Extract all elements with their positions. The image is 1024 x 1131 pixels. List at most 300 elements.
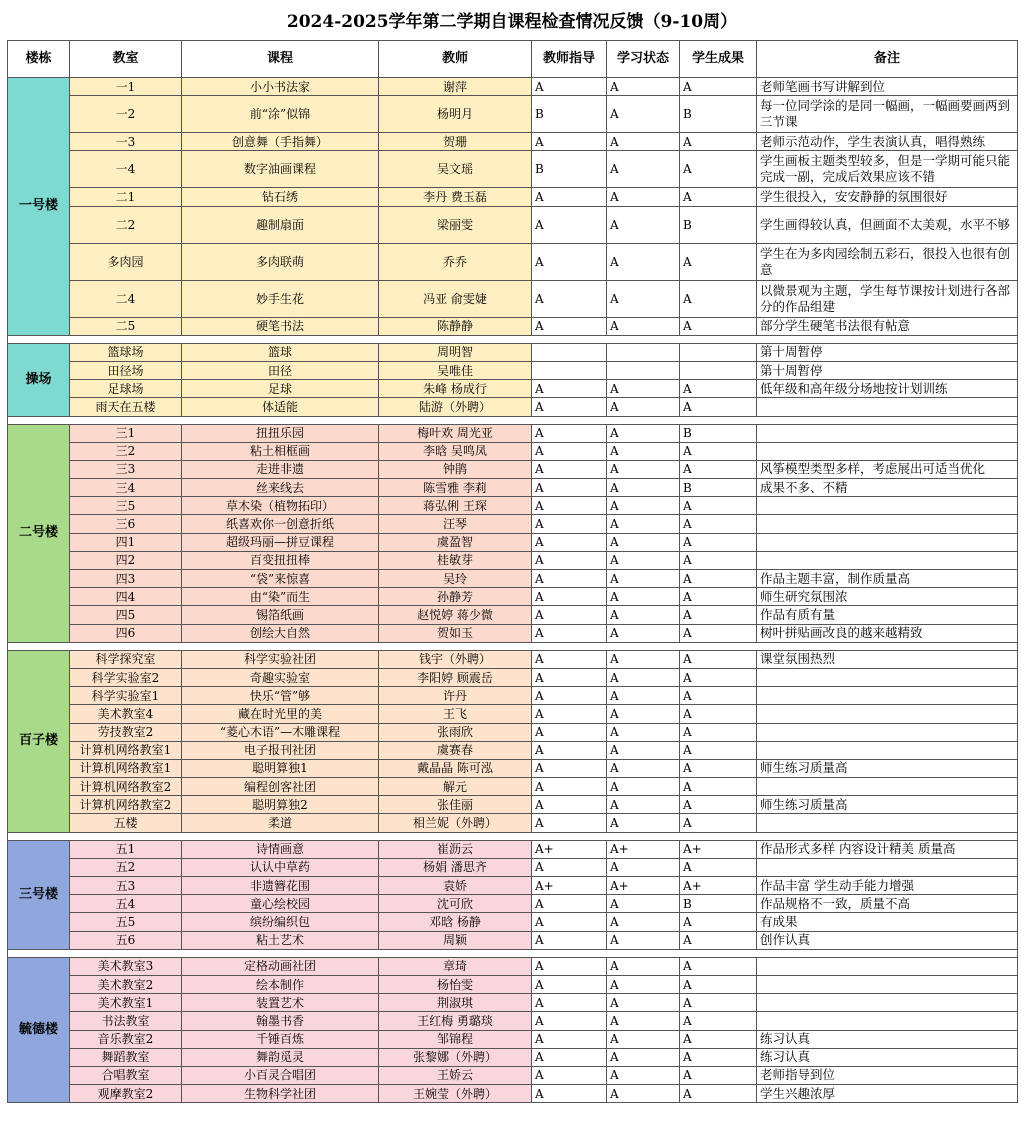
remarks-cell: 第十周暂停 (757, 343, 1018, 361)
course-cell: 装置艺术 (182, 994, 379, 1012)
student-result-cell: A (680, 913, 757, 931)
course-cell: 千锤百炼 (182, 1030, 379, 1048)
room-cell: 一2 (70, 96, 182, 133)
course-cell: 创绘大自然 (182, 624, 379, 642)
remarks-cell (757, 814, 1018, 832)
group-spacer (8, 416, 1018, 424)
table-row (8, 994, 1018, 1012)
teacher-cell: 杨明月 (379, 96, 532, 133)
room-cell: 田径场 (70, 361, 182, 379)
student-result-cell: A (680, 460, 757, 478)
remarks-cell (757, 778, 1018, 796)
table-row (8, 570, 1018, 588)
remarks-cell: 成果不多、不精 (757, 479, 1018, 497)
student-result-cell: B (680, 96, 757, 133)
course-cell: 小小书法家 (182, 78, 379, 96)
course-cell: 非遗簪花围 (182, 877, 379, 895)
room-cell: 二2 (70, 206, 182, 243)
remarks-cell: 作品丰富 学生动手能力增强 (757, 877, 1018, 895)
header-room: 教室 (70, 41, 182, 78)
learning-state-cell: A (607, 1085, 680, 1103)
course-cell: 多肉联萌 (182, 243, 379, 280)
room-cell: 合唱教室 (70, 1066, 182, 1084)
learning-state-cell: A (607, 151, 680, 188)
teacher-guidance-cell: A (532, 624, 607, 642)
learning-state-cell: A (607, 317, 680, 335)
student-result-cell: A (680, 1085, 757, 1103)
table-row (8, 624, 1018, 642)
room-cell: 三6 (70, 515, 182, 533)
remarks-cell (757, 858, 1018, 876)
remarks-cell (757, 497, 1018, 515)
table-row (8, 280, 1018, 317)
room-cell: 一1 (70, 78, 182, 96)
learning-state-cell: A (607, 796, 680, 814)
teacher-cell: 李晗 吴鸣凤 (379, 442, 532, 460)
teacher-guidance-cell: A (532, 398, 607, 416)
table-row (8, 1012, 1018, 1030)
room-cell: 计算机网络教室2 (70, 778, 182, 796)
learning-state-cell: A (607, 398, 680, 416)
remarks-cell: 创作认真 (757, 931, 1018, 949)
course-cell: 聪明算独1 (182, 759, 379, 777)
remarks-cell: 作品规格不一致，质量不高 (757, 895, 1018, 913)
learning-state-cell: A (607, 913, 680, 931)
building-cell: 操场 (8, 343, 70, 416)
teacher-cell: 蒋弘俐 王琛 (379, 497, 532, 515)
teacher-guidance-cell: A (532, 188, 607, 206)
remarks-cell: 学生画板主题类型较多，但是一学期可能只能完成一副，完成后效果应该不错 (757, 151, 1018, 188)
table-row (8, 533, 1018, 551)
room-cell: 二1 (70, 188, 182, 206)
learning-state-cell: A (607, 551, 680, 569)
student-result-cell: A (680, 957, 757, 975)
group-spacer (8, 832, 1018, 840)
teacher-cell: 李阳婷 顾震岳 (379, 668, 532, 686)
table-row (8, 206, 1018, 243)
table-row (8, 913, 1018, 931)
teacher-guidance-cell: A (532, 858, 607, 876)
remarks-cell (757, 705, 1018, 723)
learning-state-cell: A (607, 957, 680, 975)
remarks-cell (757, 975, 1018, 993)
course-cell: 丝来线去 (182, 479, 379, 497)
teacher-guidance-cell: A (532, 778, 607, 796)
teacher-cell: 邓晗 杨静 (379, 913, 532, 931)
course-cell: 足球 (182, 380, 379, 398)
course-cell: 篮球 (182, 343, 379, 361)
teacher-cell: 陈静静 (379, 317, 532, 335)
student-result-cell: A (680, 133, 757, 151)
student-result-cell: A (680, 1048, 757, 1066)
student-result-cell: A+ (680, 840, 757, 858)
student-result-cell: A (680, 243, 757, 280)
remarks-cell (757, 424, 1018, 442)
learning-state-cell: A (607, 650, 680, 668)
learning-state-cell: A+ (607, 877, 680, 895)
room-cell: 四1 (70, 533, 182, 551)
learning-state-cell: A (607, 442, 680, 460)
remarks-cell: 以微景观为主题，学生每节课按计划进行各部分的作品组建 (757, 280, 1018, 317)
remarks-cell: 老师指导到位 (757, 1066, 1018, 1084)
table-row (8, 687, 1018, 705)
course-cell: 诗情画意 (182, 840, 379, 858)
table-row (8, 650, 1018, 668)
remarks-cell (757, 551, 1018, 569)
teacher-cell: 梁丽雯 (379, 206, 532, 243)
remarks-cell: 练习认真 (757, 1030, 1018, 1048)
course-cell: 钻石绣 (182, 188, 379, 206)
learning-state-cell: A (607, 858, 680, 876)
teacher-guidance-cell: A (532, 796, 607, 814)
table-row (8, 931, 1018, 949)
room-cell: 一4 (70, 151, 182, 188)
room-cell: 科学探究室 (70, 650, 182, 668)
header-remarks: 备注 (757, 41, 1018, 78)
building-cell: 三号楼 (8, 840, 70, 949)
group-spacer (8, 335, 1018, 343)
learning-state-cell: A (607, 895, 680, 913)
course-cell: 创意舞（手指舞） (182, 133, 379, 151)
header-building: 楼栋 (8, 41, 70, 78)
learning-state-cell: A (607, 380, 680, 398)
course-cell: 妙手生花 (182, 280, 379, 317)
student-result-cell: A (680, 650, 757, 668)
learning-state-cell: A (607, 206, 680, 243)
table-row (8, 759, 1018, 777)
room-cell: 五2 (70, 858, 182, 876)
learning-state-cell: A (607, 515, 680, 533)
student-result-cell: A (680, 668, 757, 686)
course-cell: 硬笔书法 (182, 317, 379, 335)
room-cell: 美术教室3 (70, 957, 182, 975)
table-row (8, 442, 1018, 460)
room-cell: 四2 (70, 551, 182, 569)
teacher-guidance-cell: A (532, 515, 607, 533)
teacher-cell: 崔沥云 (379, 840, 532, 858)
room-cell: 二4 (70, 280, 182, 317)
room-cell: 音乐教室2 (70, 1030, 182, 1048)
remarks-cell (757, 994, 1018, 1012)
room-cell: 足球场 (70, 380, 182, 398)
teacher-guidance-cell: A (532, 759, 607, 777)
teacher-cell: 贺珊 (379, 133, 532, 151)
teacher-cell: 相兰妮（外聘） (379, 814, 532, 832)
remarks-cell (757, 1012, 1018, 1030)
teacher-guidance-cell: A (532, 895, 607, 913)
room-cell: 美术教室1 (70, 994, 182, 1012)
teacher-cell: 周颖 (379, 931, 532, 949)
remarks-cell: 学生画得较认真，但画面不太美观，水平不够 (757, 206, 1018, 243)
room-cell: 多肉园 (70, 243, 182, 280)
student-result-cell: A (680, 1066, 757, 1084)
student-result-cell: A (680, 1012, 757, 1030)
table-row (8, 606, 1018, 624)
learning-state-cell: A (607, 424, 680, 442)
room-cell: 三5 (70, 497, 182, 515)
course-cell: 扭扭乐园 (182, 424, 379, 442)
table-row (8, 840, 1018, 858)
teacher-cell: 冯亚 俞雯婕 (379, 280, 532, 317)
learning-state-cell: A (607, 668, 680, 686)
remarks-cell: 每一位同学涂的是同一幅画，一幅画要画两到三节课 (757, 96, 1018, 133)
course-cell: 科学实验社团 (182, 650, 379, 668)
table-row (8, 380, 1018, 398)
teacher-guidance-cell: A (532, 133, 607, 151)
table-row (8, 1030, 1018, 1048)
teacher-guidance-cell: A (532, 551, 607, 569)
learning-state-cell (607, 361, 680, 379)
student-result-cell: B (680, 424, 757, 442)
room-cell: 计算机网络教室2 (70, 796, 182, 814)
table-row (8, 705, 1018, 723)
course-cell: 草木染（植物拓印） (182, 497, 379, 515)
table-row (8, 424, 1018, 442)
remarks-cell: 学生兴趣浓厚 (757, 1085, 1018, 1103)
teacher-guidance-cell: A (532, 280, 607, 317)
teacher-guidance-cell: A (532, 380, 607, 398)
remarks-cell: 作品主题丰富，制作质量高 (757, 570, 1018, 588)
room-cell: 五3 (70, 877, 182, 895)
table-row (8, 361, 1018, 379)
table-row (8, 343, 1018, 361)
teacher-cell: 章琦 (379, 957, 532, 975)
learning-state-cell: A (607, 497, 680, 515)
teacher-cell: 周明智 (379, 343, 532, 361)
room-cell: 美术教室2 (70, 975, 182, 993)
remarks-cell (757, 741, 1018, 759)
learning-state-cell: A (607, 533, 680, 551)
room-cell: 二5 (70, 317, 182, 335)
teacher-cell: 王红梅 勇璐琰 (379, 1012, 532, 1030)
remarks-cell: 作品形式多样 内容设计精美 质量高 (757, 840, 1018, 858)
student-result-cell: A (680, 687, 757, 705)
student-result-cell: A (680, 188, 757, 206)
learning-state-cell: A (607, 741, 680, 759)
teacher-cell: 梅叶欢 周光亚 (379, 424, 532, 442)
teacher-guidance-cell: A (532, 1030, 607, 1048)
group-spacer (8, 949, 1018, 957)
teacher-guidance-cell: A (532, 479, 607, 497)
header-learning-state: 学习状态 (607, 41, 680, 78)
course-cell: 编程创客社团 (182, 778, 379, 796)
course-cell: 聪明算独2 (182, 796, 379, 814)
teacher-guidance-cell: A (532, 723, 607, 741)
teacher-cell: 袁娇 (379, 877, 532, 895)
table-row (8, 877, 1018, 895)
teacher-guidance-cell: A (532, 588, 607, 606)
spacer-cell (8, 416, 1018, 424)
teacher-guidance-cell (532, 343, 607, 361)
room-cell: 五6 (70, 931, 182, 949)
student-result-cell: A (680, 1030, 757, 1048)
teacher-guidance-cell: A (532, 570, 607, 588)
teacher-guidance-cell: A (532, 650, 607, 668)
table-row (8, 668, 1018, 686)
teacher-cell: 荆淑琪 (379, 994, 532, 1012)
learning-state-cell (607, 343, 680, 361)
student-result-cell: A (680, 858, 757, 876)
learning-state-cell: A (607, 687, 680, 705)
course-cell: 锡箔纸画 (182, 606, 379, 624)
table-row (8, 188, 1018, 206)
learning-state-cell: A (607, 133, 680, 151)
room-cell: 舞蹈教室 (70, 1048, 182, 1066)
teacher-cell: 张黎娜（外聘） (379, 1048, 532, 1066)
teacher-guidance-cell: A (532, 78, 607, 96)
teacher-cell: 乔乔 (379, 243, 532, 280)
room-cell: 计算机网络教室1 (70, 741, 182, 759)
remarks-cell (757, 398, 1018, 416)
teacher-guidance-cell: A+ (532, 840, 607, 858)
teacher-cell: 朱峰 杨成行 (379, 380, 532, 398)
teacher-cell: 虞盈智 (379, 533, 532, 551)
student-result-cell: A+ (680, 877, 757, 895)
remarks-cell: 第十周暂停 (757, 361, 1018, 379)
room-cell: 书法教室 (70, 1012, 182, 1030)
table-row (8, 1066, 1018, 1084)
teacher-guidance-cell: A (532, 424, 607, 442)
table-row (8, 723, 1018, 741)
course-cell: “菱心木语”—木雕课程 (182, 723, 379, 741)
remarks-cell: 师生练习质量高 (757, 759, 1018, 777)
teacher-cell: 陆游（外聘） (379, 398, 532, 416)
student-result-cell: A (680, 533, 757, 551)
learning-state-cell: A (607, 460, 680, 478)
remarks-cell: 练习认真 (757, 1048, 1018, 1066)
table-row (8, 741, 1018, 759)
course-cell: 百变扭扭棒 (182, 551, 379, 569)
teacher-guidance-cell: A+ (532, 877, 607, 895)
teacher-guidance-cell (532, 361, 607, 379)
room-cell: 三4 (70, 479, 182, 497)
remarks-cell: 学生很投入，安安静静的氛围很好 (757, 188, 1018, 206)
course-cell: 认认中草药 (182, 858, 379, 876)
course-cell: 快乐“管”够 (182, 687, 379, 705)
room-cell: 四5 (70, 606, 182, 624)
teacher-cell: 吴文瑶 (379, 151, 532, 188)
student-result-cell: A (680, 380, 757, 398)
course-cell: 翰墨书香 (182, 1012, 379, 1030)
table-row (8, 895, 1018, 913)
teacher-cell: 王娇云 (379, 1066, 532, 1084)
group-spacer (8, 642, 1018, 650)
student-result-cell (680, 343, 757, 361)
course-cell: 走进非遗 (182, 460, 379, 478)
room-cell: 三1 (70, 424, 182, 442)
room-cell: 五4 (70, 895, 182, 913)
course-cell: 生物科学社团 (182, 1085, 379, 1103)
course-cell: 前“涂”似锦 (182, 96, 379, 133)
table-body (8, 78, 1018, 1103)
teacher-guidance-cell: A (532, 606, 607, 624)
teacher-guidance-cell: A (532, 913, 607, 931)
teacher-cell: 谢萍 (379, 78, 532, 96)
learning-state-cell: A+ (607, 840, 680, 858)
remarks-cell (757, 687, 1018, 705)
learning-state-cell: A (607, 588, 680, 606)
teacher-guidance-cell: A (532, 497, 607, 515)
course-cell: 由“染”而生 (182, 588, 379, 606)
student-result-cell: A (680, 975, 757, 993)
course-cell: 田径 (182, 361, 379, 379)
course-cell: 童心绘校园 (182, 895, 379, 913)
table-row (8, 975, 1018, 993)
room-cell: 四3 (70, 570, 182, 588)
learning-state-cell: A (607, 705, 680, 723)
room-cell: 四6 (70, 624, 182, 642)
remarks-cell: 低年级和高年级分场地按计划训练 (757, 380, 1018, 398)
course-cell: 趣制扇面 (182, 206, 379, 243)
student-result-cell: A (680, 588, 757, 606)
remarks-cell: 部分学生硬笔书法很有帖意 (757, 317, 1018, 335)
teacher-cell: 吴唯佳 (379, 361, 532, 379)
student-result-cell: A (680, 570, 757, 588)
table-row (8, 515, 1018, 533)
teacher-guidance-cell: A (532, 460, 607, 478)
student-result-cell: A (680, 931, 757, 949)
teacher-cell: 孙静芳 (379, 588, 532, 606)
learning-state-cell: A (607, 188, 680, 206)
teacher-guidance-cell: A (532, 814, 607, 832)
course-cell: 藏在时光里的美 (182, 705, 379, 723)
table-row (8, 479, 1018, 497)
building-cell: 百子楼 (8, 650, 70, 832)
student-result-cell: A (680, 624, 757, 642)
course-cell: 粘土艺术 (182, 931, 379, 949)
teacher-guidance-cell: A (532, 317, 607, 335)
teacher-guidance-cell: B (532, 151, 607, 188)
remarks-cell (757, 533, 1018, 551)
remarks-cell (757, 442, 1018, 460)
remarks-cell (757, 515, 1018, 533)
learning-state-cell: A (607, 931, 680, 949)
learning-state-cell: A (607, 759, 680, 777)
building-cell: 毓德楼 (8, 957, 70, 1103)
table-row (8, 588, 1018, 606)
course-cell: 超级玛丽—拼豆课程 (182, 533, 379, 551)
remarks-cell: 师生研究氛围浓 (757, 588, 1018, 606)
student-result-cell: B (680, 479, 757, 497)
building-cell: 二号楼 (8, 424, 70, 642)
teacher-guidance-cell: A (532, 206, 607, 243)
teacher-cell: 王婉莹（外聘） (379, 1085, 532, 1103)
student-result-cell: A (680, 741, 757, 759)
student-result-cell: B (680, 206, 757, 243)
teacher-cell: 王飞 (379, 705, 532, 723)
room-cell: 劳技教室2 (70, 723, 182, 741)
table-row (8, 151, 1018, 188)
teacher-cell: 陈雪雅 李莉 (379, 479, 532, 497)
teacher-cell: 沈可欣 (379, 895, 532, 913)
course-cell: 柔道 (182, 814, 379, 832)
learning-state-cell: A (607, 1066, 680, 1084)
teacher-guidance-cell: A (532, 1066, 607, 1084)
learning-state-cell: A (607, 280, 680, 317)
teacher-cell: 钱宇（外聘） (379, 650, 532, 668)
course-cell: 绘本制作 (182, 975, 379, 993)
teacher-cell: 虞赛春 (379, 741, 532, 759)
course-cell: 缤纷编织包 (182, 913, 379, 931)
room-cell: 三2 (70, 442, 182, 460)
student-result-cell: A (680, 78, 757, 96)
learning-state-cell: A (607, 975, 680, 993)
spacer-cell (8, 642, 1018, 650)
remarks-cell: 师生练习质量高 (757, 796, 1018, 814)
teacher-cell: 张佳丽 (379, 796, 532, 814)
learning-state-cell: A (607, 78, 680, 96)
table-row (8, 778, 1018, 796)
